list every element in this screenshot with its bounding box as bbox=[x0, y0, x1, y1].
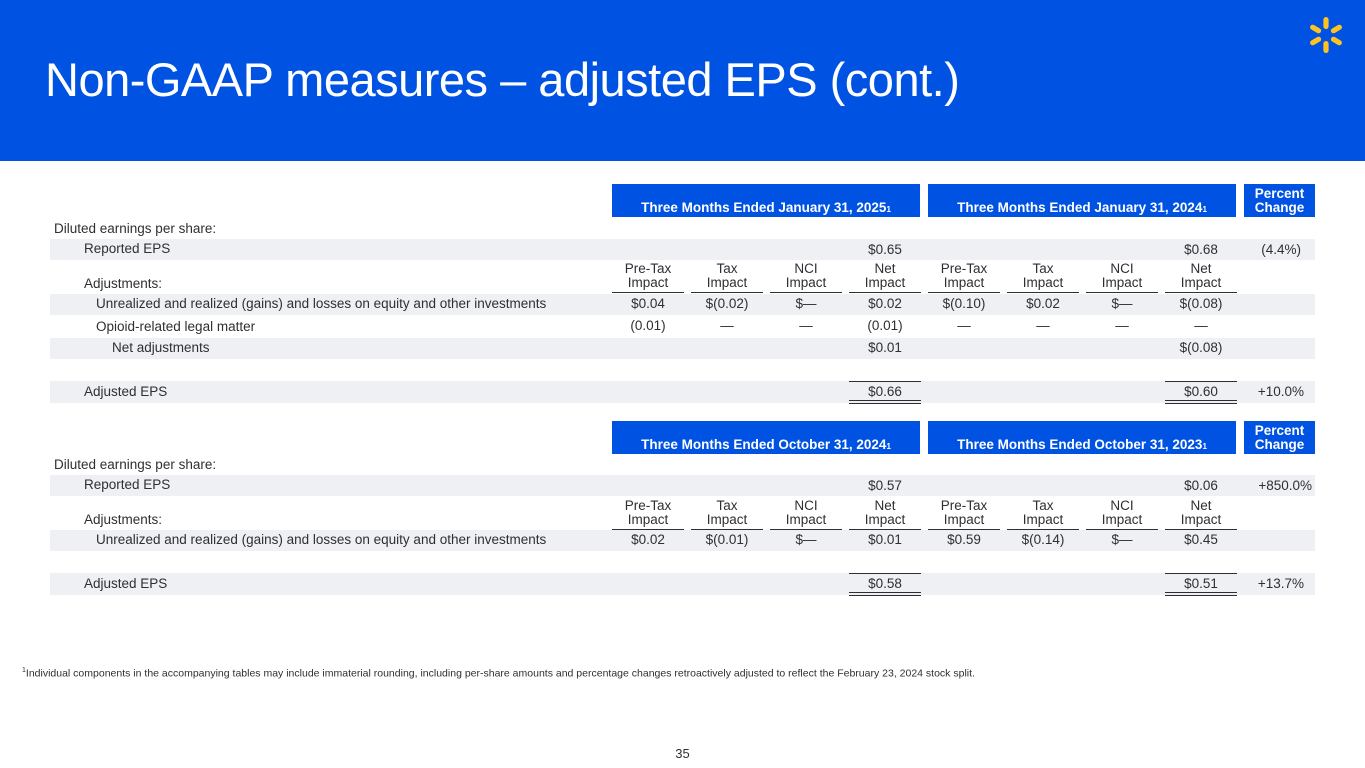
double-rule bbox=[1165, 592, 1237, 596]
row-label: Adjusted EPS bbox=[84, 576, 168, 591]
value-cell: $— bbox=[795, 296, 817, 311]
table-row bbox=[50, 381, 1315, 403]
value-cell: $0.04 bbox=[631, 296, 665, 311]
header-period-prior: Three Months Ended October 31, 2023 $^1$ bbox=[928, 421, 1236, 454]
value-cell: $0.65 bbox=[868, 242, 902, 257]
total-rule bbox=[1165, 573, 1237, 574]
value-cell: $(0.14) bbox=[1021, 532, 1065, 547]
page-number: 35 bbox=[675, 746, 690, 761]
diluted-eps-label: Diluted earnings per share: bbox=[54, 457, 217, 472]
header-percent-change: Percent Change bbox=[1244, 184, 1315, 217]
percent-cell: +10.0% bbox=[1257, 384, 1304, 399]
value-cell: $(0.01) bbox=[705, 532, 749, 547]
row-label: Adjusted EPS bbox=[84, 384, 168, 399]
value-cell: — bbox=[1036, 318, 1050, 333]
value-cell: (0.01) bbox=[867, 318, 903, 333]
value-cell: $0.60 bbox=[1184, 384, 1218, 399]
title-banner bbox=[0, 0, 1365, 161]
value-cell: $— bbox=[1111, 532, 1133, 547]
table-row bbox=[50, 573, 1315, 595]
header-period-current: Three Months Ended January 31, 2025 $^1$ bbox=[612, 184, 920, 217]
column-header: Tax Impact bbox=[706, 261, 748, 290]
table-row bbox=[50, 316, 1315, 337]
column-header-rule bbox=[1086, 292, 1158, 293]
value-cell: — bbox=[957, 318, 971, 333]
adjustments-label: Adjustments: bbox=[84, 512, 163, 527]
row-label: Opioid-related legal matter bbox=[96, 319, 256, 334]
double-rule bbox=[1165, 400, 1237, 404]
percent-cell: +850.0% bbox=[1258, 478, 1312, 493]
table-row bbox=[50, 239, 1315, 260]
value-cell: $0.02 bbox=[631, 532, 665, 547]
column-header: Pre-Tax Impact bbox=[940, 498, 988, 527]
value-cell: $(0.10) bbox=[942, 296, 986, 311]
value-cell: $0.51 bbox=[1184, 576, 1218, 591]
column-header: Tax Impact bbox=[1022, 498, 1064, 527]
footnote: $^1$Individual components in the accompanying tables may include immaterial rounding, including per-share amounts and percentage changes retroactively adjusted to reflect the February 23, 2024 stock split. bbox=[22, 667, 975, 680]
column-header: Tax Impact bbox=[1022, 261, 1064, 290]
value-cell: — bbox=[799, 318, 813, 333]
column-header: NCI Impact bbox=[785, 261, 827, 290]
value-cell: $0.59 bbox=[947, 532, 981, 547]
percent-cell: +13.7% bbox=[1257, 576, 1304, 591]
column-header-rule bbox=[691, 292, 763, 293]
double-rule bbox=[849, 400, 921, 404]
table-row bbox=[50, 338, 1315, 359]
row-label: Net adjustments bbox=[112, 340, 210, 355]
value-cell: (0.01) bbox=[630, 318, 666, 333]
row-label: Unrealized and realized (gains) and losses on equity and other investments bbox=[96, 296, 547, 311]
value-cell: $(0.02) bbox=[705, 296, 749, 311]
value-cell: $0.68 bbox=[1184, 242, 1218, 257]
row-label: Reported EPS bbox=[84, 477, 171, 492]
value-cell: $0.45 bbox=[1184, 532, 1218, 547]
table-row bbox=[50, 475, 1315, 496]
header-period-current: Three Months Ended October 31, 2024 $^1$ bbox=[612, 421, 920, 454]
double-rule bbox=[849, 592, 921, 596]
percent-cell: (4.4%) bbox=[1261, 242, 1301, 257]
row-label: Reported EPS bbox=[84, 241, 171, 256]
column-header: Pre-Tax Impact bbox=[624, 261, 672, 290]
value-cell: $0.02 bbox=[868, 296, 902, 311]
column-header-rule bbox=[849, 292, 921, 293]
column-header: Net Impact bbox=[1180, 498, 1222, 527]
value-cell: $0.01 bbox=[868, 340, 902, 355]
value-cell: — bbox=[720, 318, 734, 333]
value-cell: — bbox=[1115, 318, 1129, 333]
value-cell: $(0.08) bbox=[1179, 296, 1223, 311]
column-header: Pre-Tax Impact bbox=[624, 498, 672, 527]
value-cell: $0.06 bbox=[1184, 478, 1218, 493]
column-header-rule bbox=[1165, 292, 1237, 293]
value-cell: $0.01 bbox=[868, 532, 902, 547]
total-rule bbox=[849, 573, 921, 574]
column-header: Tax Impact bbox=[706, 498, 748, 527]
column-header: NCI Impact bbox=[1101, 498, 1143, 527]
column-header-rule bbox=[612, 292, 684, 293]
diluted-eps-label: Diluted earnings per share: bbox=[54, 221, 217, 236]
total-rule bbox=[849, 381, 921, 382]
column-header: Net Impact bbox=[864, 498, 906, 527]
header-percent-change: Percent Change bbox=[1244, 421, 1315, 454]
table-row bbox=[50, 294, 1315, 315]
table-row bbox=[50, 530, 1315, 551]
eps-table-q3 bbox=[50, 421, 1315, 601]
adjustments-label: Adjustments: bbox=[84, 276, 163, 291]
column-header-rule bbox=[928, 292, 1000, 293]
value-cell: $0.57 bbox=[868, 478, 902, 493]
value-cell: $0.58 bbox=[868, 576, 902, 591]
value-cell: $0.66 bbox=[868, 384, 902, 399]
column-header-rule bbox=[1007, 292, 1079, 293]
column-header: NCI Impact bbox=[1101, 261, 1143, 290]
column-header: Net Impact bbox=[864, 261, 906, 290]
page-title: Non-GAAP measures – adjusted EPS (cont.) bbox=[45, 53, 960, 106]
column-header: Pre-Tax Impact bbox=[940, 261, 988, 290]
column-header: NCI Impact bbox=[785, 498, 827, 527]
value-cell: $— bbox=[795, 532, 817, 547]
value-cell: $(0.08) bbox=[1179, 340, 1223, 355]
eps-table-q4 bbox=[50, 184, 1315, 406]
column-header-rule bbox=[770, 292, 842, 293]
header-period-prior: Three Months Ended January 31, 2024 $^1$ bbox=[928, 184, 1236, 217]
walmart-spark-icon bbox=[1306, 15, 1346, 55]
total-rule bbox=[1165, 381, 1237, 382]
value-cell: $— bbox=[1111, 296, 1133, 311]
row-label: Unrealized and realized (gains) and losses on equity and other investments bbox=[96, 532, 547, 547]
column-header: Net Impact bbox=[1180, 261, 1222, 290]
value-cell: — bbox=[1194, 318, 1208, 333]
value-cell: $0.02 bbox=[1026, 296, 1060, 311]
